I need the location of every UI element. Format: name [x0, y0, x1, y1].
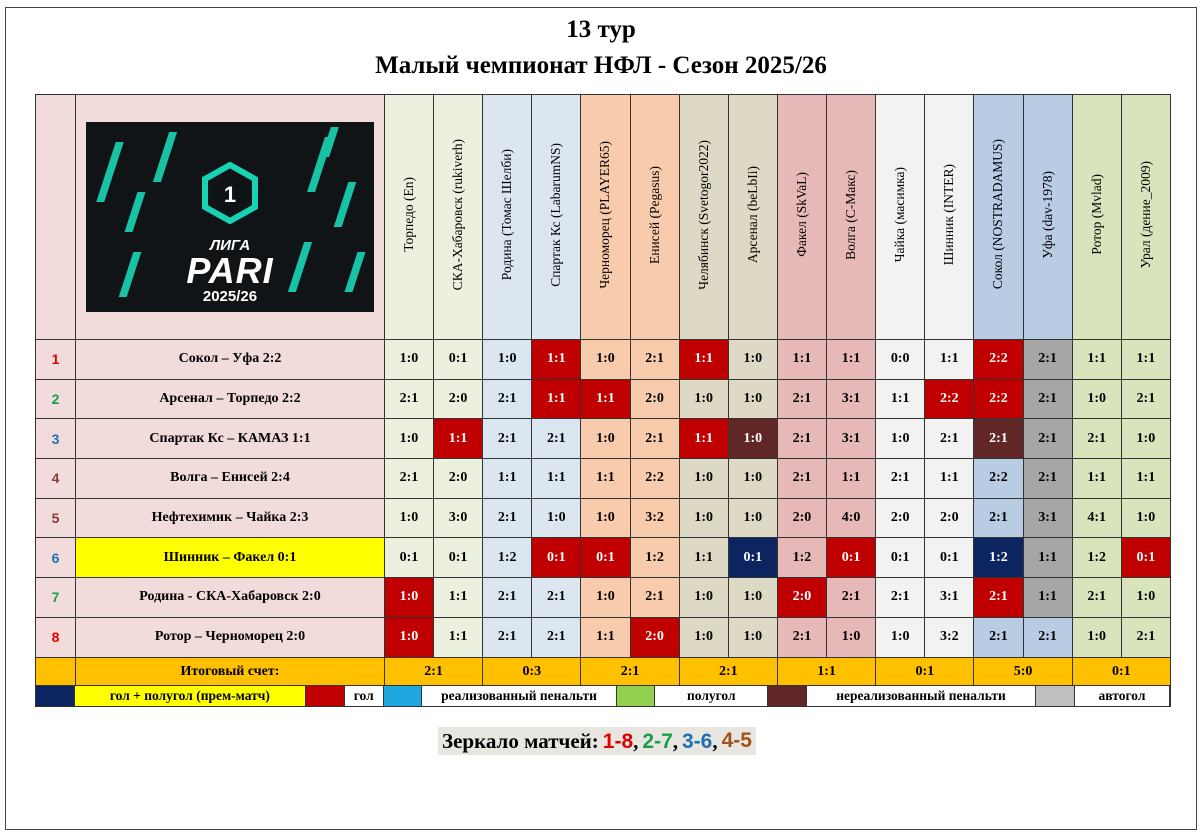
column-header [1121, 95, 1170, 340]
prediction-cell: 1:0 [827, 617, 876, 657]
prediction-cell: 1:0 [679, 498, 728, 538]
prediction-cell: 1:1 [1072, 459, 1121, 499]
logo-stripe [96, 142, 123, 202]
prediction-cell: 2:1 [876, 459, 925, 499]
league-badge-icon [199, 162, 261, 224]
column-label: Волга (C-Макс) [843, 169, 859, 260]
prediction-cell: 1:0 [384, 498, 433, 538]
prediction-cell: 3:2 [630, 498, 679, 538]
round-title: 13 тур [566, 16, 636, 43]
prediction-cell: 2:1 [483, 379, 532, 419]
column-label: Енисей (Pegasus) [646, 165, 662, 264]
prediction-cell: 1:1 [876, 379, 925, 419]
prediction-cell: 1:0 [532, 498, 581, 538]
total-row [36, 657, 1171, 687]
total-score: 2:1 [679, 657, 777, 687]
row-number: 1 [36, 340, 76, 380]
prediction-cell: 1:0 [1072, 617, 1121, 657]
column-header [728, 95, 777, 340]
column-label: Чайка (масимка) [892, 166, 908, 263]
prediction-cell: 1:0 [728, 419, 777, 459]
column-label: Факел (SkVaL) [793, 172, 809, 257]
legend-swatch [36, 686, 75, 706]
prediction-cell: 1:0 [876, 617, 925, 657]
prediction-cell: 1:1 [925, 340, 974, 380]
prediction-cell: 0:1 [728, 538, 777, 578]
prediction-cell: 2:1 [1072, 419, 1121, 459]
logo-text-pari: PARI [186, 250, 274, 291]
prediction-cell: 2:1 [777, 617, 826, 657]
table-row [36, 379, 1171, 419]
mirror-pair-1: 1-8 [602, 729, 634, 753]
table-row [36, 578, 1171, 618]
prediction-cell: 1:1 [434, 578, 483, 618]
prediction-cell: 2:1 [827, 578, 876, 618]
prediction-cell: 1:1 [679, 340, 728, 380]
prediction-cell: 2:1 [532, 419, 581, 459]
prediction-cell: 2:0 [876, 498, 925, 538]
prediction-cell: 1:0 [679, 617, 728, 657]
logo-stripe [125, 192, 146, 232]
prediction-cell: 3:1 [827, 379, 876, 419]
legend-label: нереализованный пенальти [807, 686, 1036, 706]
row-number: 4 [36, 459, 76, 499]
prediction-cell: 2:2 [925, 379, 974, 419]
legend-label: автогол [1075, 686, 1170, 706]
prediction-cell: 2:1 [483, 498, 532, 538]
logo-text-liga: ЛИГА [209, 237, 251, 254]
prediction-cell: 2:1 [630, 340, 679, 380]
column-label: Арсенал (beLbIi) [744, 165, 760, 264]
column-header [876, 95, 925, 340]
row-number: 7 [36, 578, 76, 618]
prediction-cell: 2:1 [483, 419, 532, 459]
liga-pari-logo [86, 122, 374, 312]
column-label: СКА-Хабаровск (rukiverh) [450, 138, 466, 291]
prediction-cell: 0:1 [581, 538, 630, 578]
match-label: Ротор – Черноморец 2:0 [76, 617, 385, 657]
prediction-cell: 1:0 [679, 459, 728, 499]
prediction-cell: 1:1 [581, 617, 630, 657]
mirror-sep: , [672, 728, 678, 753]
prediction-cell: 1:0 [1121, 498, 1170, 538]
prediction-cell: 4:1 [1072, 498, 1121, 538]
column-header [777, 95, 826, 340]
prediction-cell: 2:1 [1072, 578, 1121, 618]
prediction-cell: 1:1 [777, 340, 826, 380]
column-label: Урал (дение_2009) [1137, 160, 1153, 269]
prediction-cell: 2:1 [483, 617, 532, 657]
prediction-cell: 1:1 [1072, 340, 1121, 380]
prediction-cell: 1:0 [581, 578, 630, 618]
prediction-cell: 0:1 [925, 538, 974, 578]
prediction-cell: 2:2 [974, 379, 1023, 419]
prediction-cell: 1:1 [483, 459, 532, 499]
prediction-cell: 2:1 [630, 419, 679, 459]
prediction-cell: 1:2 [974, 538, 1023, 578]
column-header [1023, 95, 1072, 340]
prediction-cell: 2:0 [434, 379, 483, 419]
prediction-cell: 2:1 [630, 578, 679, 618]
logo-stripe [153, 132, 177, 182]
prediction-cell: 4:0 [827, 498, 876, 538]
column-label: Уфа (dav-1978) [1039, 170, 1055, 259]
total-score: 1:1 [777, 657, 875, 687]
prediction-cell: 1:1 [434, 419, 483, 459]
prediction-cell: 1:0 [384, 340, 433, 380]
total-empty-cell [36, 657, 76, 687]
column-label: Черноморец (PLAYER65) [597, 140, 613, 289]
prediction-cell: 3:0 [434, 498, 483, 538]
prediction-cell: 3:1 [827, 419, 876, 459]
column-label: Спартак Кс (LabarumNS) [548, 142, 564, 287]
prediction-cell: 1:0 [728, 379, 777, 419]
prediction-cell: 1:1 [532, 459, 581, 499]
logo-stripe [307, 137, 333, 192]
prediction-cell: 1:1 [532, 379, 581, 419]
prediction-cell: 2:0 [925, 498, 974, 538]
prediction-cell: 1:1 [1121, 459, 1170, 499]
prediction-cell: 2:1 [384, 459, 433, 499]
prediction-cell: 1:0 [728, 578, 777, 618]
column-header [1072, 95, 1121, 340]
prediction-cell: 1:0 [384, 419, 433, 459]
prediction-cell: 0:1 [827, 538, 876, 578]
prediction-cell: 0:1 [434, 538, 483, 578]
prediction-cell: 2:1 [384, 379, 433, 419]
prediction-cell: 1:1 [679, 419, 728, 459]
mirror-matches [438, 727, 756, 755]
prediction-cell: 1:0 [581, 498, 630, 538]
total-score: 2:1 [581, 657, 679, 687]
prediction-cell: 0:0 [876, 340, 925, 380]
prediction-cell: 1:2 [777, 538, 826, 578]
prediction-cell: 3:1 [1023, 498, 1072, 538]
prediction-cell: 1:0 [1121, 578, 1170, 618]
prediction-cell: 2:1 [974, 578, 1023, 618]
prediction-cell: 1:2 [483, 538, 532, 578]
prediction-cell: 1:2 [1072, 538, 1121, 578]
prediction-cell: 2:1 [1121, 617, 1170, 657]
row-number: 3 [36, 419, 76, 459]
prediction-cell: 2:0 [630, 379, 679, 419]
prediction-cell: 2:2 [974, 340, 1023, 380]
prediction-cell: 2:1 [532, 617, 581, 657]
prediction-cell: 0:1 [876, 538, 925, 578]
prediction-cell: 2:1 [777, 379, 826, 419]
prediction-cell: 0:1 [434, 340, 483, 380]
match-label: Арсенал – Торпедо 2:2 [76, 379, 385, 419]
prediction-cell: 1:0 [876, 419, 925, 459]
prediction-cell: 2:2 [630, 459, 679, 499]
mirror-sep: , [712, 728, 718, 753]
total-score: 2:1 [384, 657, 482, 687]
legend-swatch [768, 686, 807, 706]
prediction-cell: 2:1 [1023, 617, 1072, 657]
prediction-cell: 1:1 [827, 340, 876, 380]
legend-label: гол + полугол (прем-матч) [75, 686, 306, 706]
legend [35, 685, 1171, 707]
prediction-cell: 1:1 [925, 459, 974, 499]
prediction-cell: 2:1 [532, 578, 581, 618]
table-row [36, 340, 1171, 380]
logo-cell [76, 95, 385, 340]
row-number: 2 [36, 379, 76, 419]
prediction-cell: 2:1 [777, 419, 826, 459]
column-header [483, 95, 532, 340]
prediction-cell: 2:1 [974, 617, 1023, 657]
prediction-cell: 2:0 [777, 578, 826, 618]
prediction-cell: 2:1 [777, 459, 826, 499]
match-label: Шинник – Факел 0:1 [76, 538, 385, 578]
prediction-cell: 1:1 [532, 340, 581, 380]
row-number: 8 [36, 617, 76, 657]
prediction-cell: 1:1 [1023, 538, 1072, 578]
prediction-cell: 1:0 [384, 578, 433, 618]
total-label: Итоговый счет: [76, 657, 385, 687]
match-label: Волга – Енисей 2:4 [76, 459, 385, 499]
column-header [827, 95, 876, 340]
column-label: Челябинск (Svetogor2022) [695, 139, 711, 290]
legend-swatch [1036, 686, 1075, 706]
prediction-cell: 0:1 [384, 538, 433, 578]
mirror-pair-4: 4-5 [721, 729, 752, 752]
logo-text-season: 2025/26 [202, 288, 258, 305]
prediction-cell: 1:0 [581, 419, 630, 459]
row-number: 5 [36, 498, 76, 538]
column-header [925, 95, 974, 340]
prediction-cell: 1:0 [1072, 379, 1121, 419]
prediction-cell: 2:0 [434, 459, 483, 499]
prediction-cell: 3:1 [925, 578, 974, 618]
legend-label: реализованный пенальти [422, 686, 616, 706]
column-label: Сокол (NOSTRADAMUS) [990, 139, 1006, 290]
mirror-label: Зеркало матчей: [442, 728, 599, 753]
match-label: Нефтехимик – Чайка 2:3 [76, 498, 385, 538]
prediction-cell: 2:1 [925, 419, 974, 459]
results-table [35, 94, 1171, 688]
prediction-cell: 1:0 [728, 617, 777, 657]
column-header [630, 95, 679, 340]
prediction-cell: 0:1 [1121, 538, 1170, 578]
prediction-cell: 2:1 [876, 578, 925, 618]
prediction-cell: 1:1 [581, 379, 630, 419]
championship-title: Малый чемпионат НФЛ - Сезон 2025/26 [375, 52, 827, 79]
column-header [581, 95, 630, 340]
prediction-cell: 2:1 [1023, 419, 1072, 459]
prediction-cell: 0:1 [532, 538, 581, 578]
prediction-cell: 2:0 [777, 498, 826, 538]
column-header [434, 95, 483, 340]
table-row [36, 459, 1171, 499]
mirror-sep: , [633, 728, 639, 753]
match-label: Сокол – Уфа 2:2 [76, 340, 385, 380]
match-label: Родина - СКА-Хабаровск 2:0 [76, 578, 385, 618]
prediction-cell: 1:0 [384, 617, 433, 657]
table-row [36, 419, 1171, 459]
prediction-cell: 1:1 [581, 459, 630, 499]
table-row [36, 498, 1171, 538]
prediction-cell: 3:2 [925, 617, 974, 657]
column-header [384, 95, 433, 340]
mirror-pair-3: 3-6 [682, 729, 713, 753]
prediction-cell: 2:1 [1023, 379, 1072, 419]
prediction-cell: 1:1 [1121, 340, 1170, 380]
logo-stripe [334, 182, 357, 227]
legend-swatch [306, 686, 345, 706]
legend-label: гол [345, 686, 384, 706]
match-label: Спартак Кс – КАМАЗ 1:1 [76, 419, 385, 459]
total-score: 0:3 [483, 657, 581, 687]
prediction-cell: 1:0 [581, 340, 630, 380]
column-header [679, 95, 728, 340]
column-label: Торпедо (En) [400, 177, 416, 252]
badge-number: 1 [223, 182, 237, 207]
prediction-cell: 2:1 [974, 498, 1023, 538]
prediction-cell: 2:1 [1023, 459, 1072, 499]
total-score: 5:0 [974, 657, 1072, 687]
prediction-cell: 1:0 [728, 498, 777, 538]
mirror-pair-2: 2-7 [642, 729, 673, 753]
prediction-cell: 1:0 [679, 379, 728, 419]
prediction-cell: 2:1 [974, 419, 1023, 459]
prediction-cell: 1:0 [679, 578, 728, 618]
column-label: Ротор (Mvlad) [1088, 174, 1104, 255]
prediction-cell: 1:2 [630, 538, 679, 578]
prediction-cell: 2:1 [1023, 340, 1072, 380]
prediction-cell: 1:1 [679, 538, 728, 578]
prediction-cell: 1:0 [483, 340, 532, 380]
prediction-cell: 2:0 [630, 617, 679, 657]
legend-label: полугол [655, 686, 768, 706]
column-header [974, 95, 1023, 340]
prediction-cell: 2:1 [483, 578, 532, 618]
column-label: Родина (Томас Шелби) [499, 148, 515, 281]
table-row [36, 538, 1171, 578]
prediction-cell: 1:1 [1023, 578, 1072, 618]
prediction-cell: 1:0 [728, 340, 777, 380]
prediction-cell: 1:0 [728, 459, 777, 499]
column-header [532, 95, 581, 340]
prediction-cell: 2:1 [1121, 379, 1170, 419]
legend-swatch [617, 686, 656, 706]
legend-swatch [384, 686, 423, 706]
column-label: Шинник (INTER) [941, 163, 957, 266]
table-row [36, 617, 1171, 657]
total-score: 0:1 [1072, 657, 1170, 687]
prediction-cell: 1:1 [434, 617, 483, 657]
prediction-cell: 2:2 [974, 459, 1023, 499]
row-number: 6 [36, 538, 76, 578]
prediction-cell: 1:0 [1121, 419, 1170, 459]
corner-cell [36, 95, 76, 340]
prediction-cell: 1:1 [827, 459, 876, 499]
total-score: 0:1 [876, 657, 974, 687]
